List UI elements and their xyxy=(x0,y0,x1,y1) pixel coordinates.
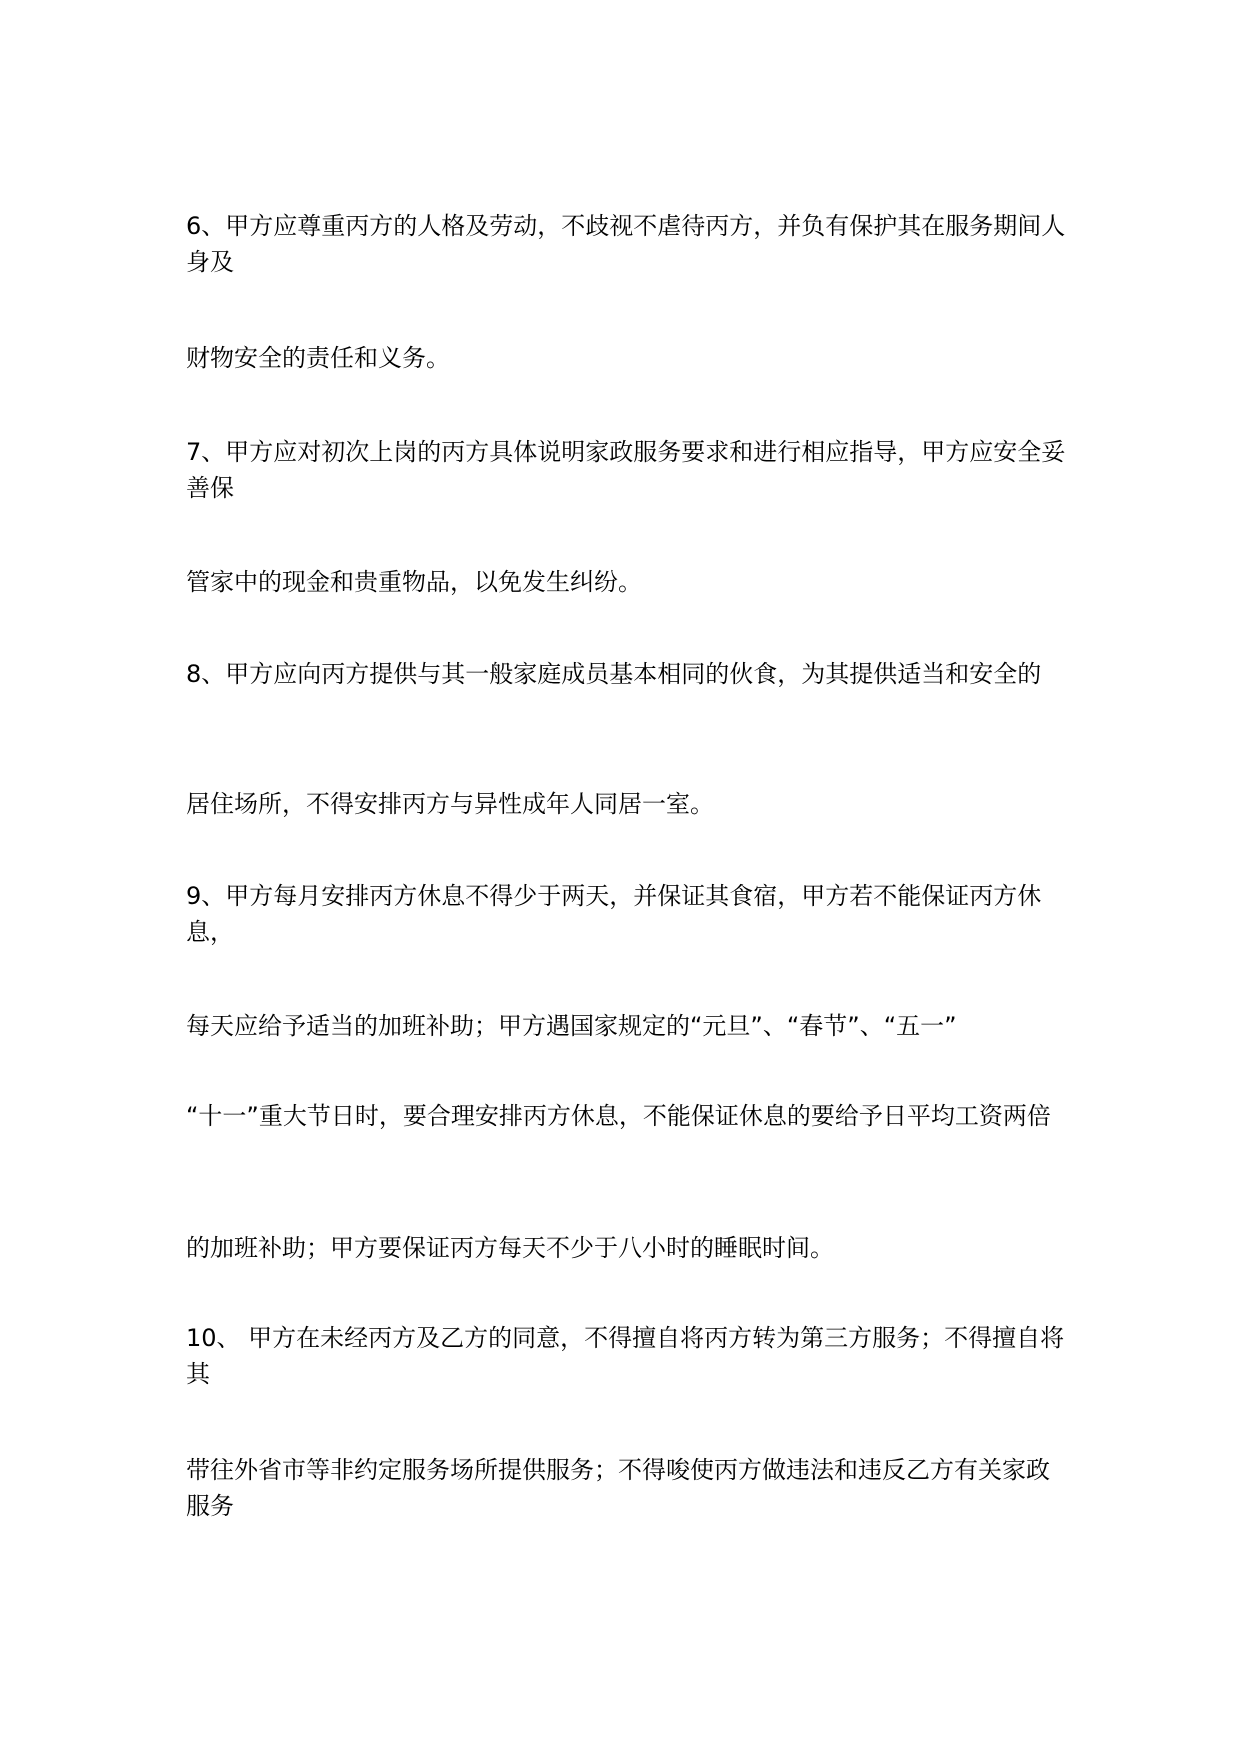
paragraph-8-part-1: 8、甲方应向丙方提供与其一般家庭成员基本相同的伙食，为其提供适当和安全的 xyxy=(186,660,1042,688)
paragraph-10-part-2: 带往外省市等非约定服务场所提供服务；不得唆使丙方做违法和违反乙方有关家政服务 xyxy=(186,1456,1050,1520)
paragraph-9-part-2: 每天应给予适当的加班补助；甲方遇国家规定的“元旦”、“春节”、“五一” xyxy=(186,1012,957,1040)
paragraph-10-part-1: 10、 甲方在未经丙方及乙方的同意，不得擅自将丙方转为第三方服务；不得擅自将其 xyxy=(186,1324,1065,1388)
paragraph-7-part-1: 7、甲方应对初次上岗的丙方具体说明家政服务要求和进行相应指导，甲方应安全妥善保 xyxy=(186,438,1066,502)
paragraph-9-part-4: 的加班补助；甲方要保证丙方每天不少于八小时的睡眠时间。 xyxy=(186,1234,834,1262)
paragraph-9-part-1: 9、甲方每月安排丙方休息不得少于两天，并保证其食宿，甲方若不能保证丙方休息， xyxy=(186,882,1042,946)
paragraph-9-part-3: “十一”重大节日时，要合理安排丙方休息，不能保证休息的要给予日平均工资两倍 xyxy=(186,1102,1051,1130)
paragraph-6-part-2: 财物安全的责任和义务。 xyxy=(186,344,450,372)
paragraph-8-part-2: 居住场所，不得安排丙方与异性成年人同居一室。 xyxy=(186,790,714,818)
paragraph-7-part-2: 管家中的现金和贵重物品，以免发生纠纷。 xyxy=(186,568,642,596)
paragraph-6-part-1: 6、甲方应尊重丙方的人格及劳动，不歧视不虐待丙方，并负有保护其在服务期间人身及 xyxy=(186,212,1066,276)
